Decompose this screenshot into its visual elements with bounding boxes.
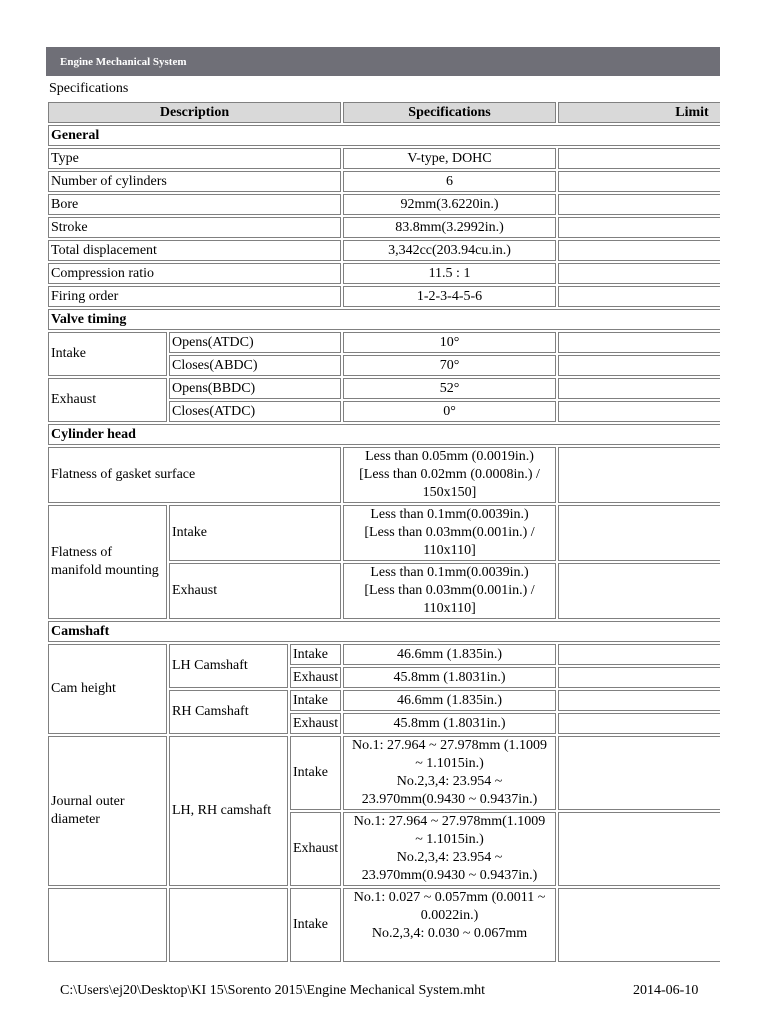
row-label: Number of cylinders	[48, 171, 341, 192]
value-line: [Less than 0.02mm (0.0008in.) /	[359, 467, 540, 482]
row-value: 46.6mm (1.835in.)	[343, 690, 556, 711]
row-limit	[558, 505, 720, 561]
spec-table-viewport	[46, 100, 720, 971]
value-line: 23.970mm(0.9430 ~ 0.9437in.)	[361, 792, 538, 807]
value-line: 110x110]	[423, 601, 476, 616]
column-header-specifications: Specifications	[343, 102, 556, 123]
rh-camshaft-label: RH Camshaft	[169, 690, 288, 734]
value-line: 150x150]	[422, 485, 477, 500]
value-line: 110x110]	[423, 543, 476, 558]
value-line: No.2,3,4: 23.954 ~	[396, 774, 503, 789]
row-value	[343, 812, 556, 886]
row-label: Stroke	[48, 217, 341, 238]
row-label: Flatness of gasket surface	[48, 447, 341, 503]
row-value: 45.8mm (1.8031in.)	[343, 667, 556, 688]
row-value	[343, 505, 556, 561]
column-header-description: Description	[48, 102, 341, 123]
row-value: V-type, DOHC	[343, 148, 556, 169]
footer-date: 2014-06-10	[633, 983, 699, 998]
value-line: No.2,3,4: 0.030 ~ 0.067mm	[371, 926, 528, 941]
row-label: Intake	[290, 736, 341, 810]
row-label: Type	[48, 148, 341, 169]
row-limit	[558, 713, 720, 734]
row-value: 52°	[343, 378, 556, 399]
value-line: 0.0022in.)	[420, 908, 479, 923]
row-label: Intake	[290, 888, 341, 962]
table-row	[48, 171, 720, 192]
journal-diameter-label: Journal outer diameter	[48, 736, 167, 886]
value-line: No.1: 27.964 ~ 27.978mm (1.1009	[352, 738, 548, 753]
row-value: 45.8mm (1.8031in.)	[343, 713, 556, 734]
row-limit	[558, 667, 720, 688]
lhrh-camshaft-label: LH, RH camshaft	[169, 736, 288, 886]
row-limit	[558, 690, 720, 711]
row-limit	[558, 812, 720, 886]
row-label: Firing order	[48, 286, 341, 307]
table-row	[48, 263, 720, 284]
row-label: Exhaust	[290, 812, 341, 886]
value-line	[346, 943, 553, 961]
row-limit	[558, 447, 720, 503]
row-label: Bore	[48, 194, 341, 215]
row-limit	[558, 286, 720, 307]
table-row	[48, 332, 720, 353]
row-value: 83.8mm(3.2992in.)	[343, 217, 556, 238]
value-line: No.2,3,4: 23.954 ~	[396, 850, 503, 865]
section-row	[48, 621, 720, 642]
value-line: No.1: 0.027 ~ 0.057mm (0.0011 ~	[353, 890, 546, 905]
row-limit	[558, 563, 720, 619]
lh-camshaft-label: LH Camshaft	[169, 644, 288, 688]
row-label: Opens(ATDC)	[169, 332, 341, 353]
table-row	[48, 505, 720, 561]
row-value	[343, 736, 556, 810]
valve-intake-label: Intake	[48, 332, 167, 376]
row-value: 11.5 : 1	[343, 263, 556, 284]
table-row	[48, 736, 720, 810]
row-label: Opens(BBDC)	[169, 378, 341, 399]
row-limit	[558, 263, 720, 284]
page-banner: Engine Mechanical System	[46, 47, 720, 76]
cam-height-label: Cam height	[48, 644, 167, 734]
row-limit	[558, 378, 720, 399]
section-camshaft: Camshaft	[48, 621, 720, 642]
row-limit	[558, 217, 720, 238]
section-cylinder-head: Cylinder head	[48, 424, 720, 445]
row-label: Compression ratio	[48, 263, 341, 284]
value-line: Less than 0.1mm(0.0039in.)	[370, 565, 529, 580]
spec-table	[46, 100, 720, 964]
row-value: 0°	[343, 401, 556, 422]
table-row	[48, 888, 720, 962]
row-limit	[558, 888, 720, 962]
row-label: Exhaust	[290, 713, 341, 734]
row-limit	[558, 148, 720, 169]
table-row	[48, 447, 720, 503]
row-label	[48, 888, 167, 962]
row-limit	[558, 194, 720, 215]
row-value: 1-2-3-4-5-6	[343, 286, 556, 307]
row-limit	[558, 736, 720, 810]
table-header-row	[48, 102, 720, 123]
row-value: 92mm(3.6220in.)	[343, 194, 556, 215]
section-general: General	[48, 125, 720, 146]
footer-file-path: C:\Users\ej20\Desktop\KI 15\Sorento 2015\Engine Mechanical System.mht	[60, 983, 485, 998]
table-row	[48, 644, 720, 665]
table-row	[48, 194, 720, 215]
row-label: Exhaust	[290, 667, 341, 688]
page-subtitle: Specifications	[49, 81, 129, 96]
row-value: 6	[343, 171, 556, 192]
table-row	[48, 217, 720, 238]
row-label: Intake	[169, 505, 341, 561]
row-limit	[558, 332, 720, 353]
row-limit	[558, 171, 720, 192]
section-valve-timing: Valve timing	[48, 309, 720, 330]
row-label: Total displacement	[48, 240, 341, 261]
manifold-flatness-label: Flatness of manifold mounting	[48, 505, 167, 619]
value-line: Less than 0.05mm (0.0019in.)	[365, 449, 534, 464]
table-row	[48, 240, 720, 261]
value-line: No.1: 27.964 ~ 27.978mm(1.1009	[353, 814, 546, 829]
row-value: 46.6mm (1.835in.)	[343, 644, 556, 665]
value-line: Less than 0.1mm(0.0039in.)	[370, 507, 529, 522]
value-line: ~ 1.1015in.)	[415, 832, 484, 847]
section-row	[48, 424, 720, 445]
row-label: Intake	[290, 644, 341, 665]
row-value: 10°	[343, 332, 556, 353]
section-row	[48, 125, 720, 146]
row-label: Exhaust	[169, 563, 341, 619]
row-sublabel	[169, 888, 288, 962]
valve-exhaust-label: Exhaust	[48, 378, 167, 422]
value-line: 23.970mm(0.9430 ~ 0.9437in.)	[361, 868, 538, 883]
table-row	[48, 286, 720, 307]
value-line: ~ 1.1015in.)	[415, 756, 484, 771]
row-value: 70°	[343, 355, 556, 376]
row-label: Closes(ATDC)	[169, 401, 341, 422]
row-limit	[558, 240, 720, 261]
row-label: Intake	[290, 690, 341, 711]
table-row	[48, 148, 720, 169]
row-limit	[558, 644, 720, 665]
section-row	[48, 309, 720, 330]
value-line: [Less than 0.03mm(0.001in.) /	[364, 525, 535, 540]
value-line: [Less than 0.03mm(0.001in.) /	[364, 583, 535, 598]
row-limit	[558, 401, 720, 422]
row-value	[343, 447, 556, 503]
table-row	[48, 378, 720, 399]
column-header-limit: Limit	[558, 102, 720, 123]
row-limit	[558, 355, 720, 376]
row-value	[343, 888, 556, 962]
row-value: 3,342cc(203.94cu.in.)	[343, 240, 556, 261]
row-value	[343, 563, 556, 619]
row-label: Closes(ABDC)	[169, 355, 341, 376]
